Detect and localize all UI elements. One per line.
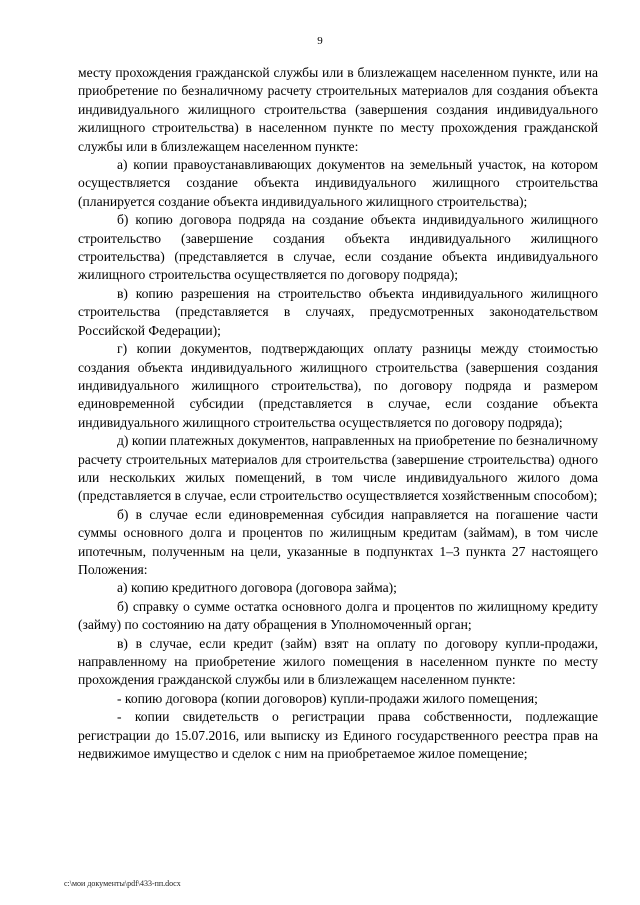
paragraph: б) в случае если единовременная субсидия направляется на погашение части суммы основного долга и процентов по жилищным кредитам (займам), в том числе ипотечным, полученным на цели, указанные в подпунктах 1–3 пункта 27 настоящего Положения: [78, 506, 598, 577]
paragraph: - копию договора (копии договоров) купли-продажи жилого помещения; [117, 690, 538, 706]
paragraph: в) в случае, если кредит (займ) взят на оплату по договору купли-продажи, направленному на приобретение жилого помещения в населенном пункте по месту прохождения гражданской службы или в близлежащем населенном пункте: [78, 635, 598, 688]
paragraph: а) копии правоустанавливающих документов на земельный участок, на котором осуществляется создание объекта индивидуального жилищного строительства (планируется создание объекта индивидуального жилищного строительства); [78, 157, 598, 209]
paragraph: б) копию договора подряда на создание объекта индивидуального жилищного строительство (завершение создания объекта индивидуального жилищного строительства) (представляется в случае, если создание объекта индивидуального жилищного строительства осуществляется по договору подряда); [78, 212, 598, 283]
document-body [78, 64, 598, 763]
page-number: 9 [317, 35, 323, 47]
paragraph: - копии свидетельств о регистрации права собственности, подлежащие регистрации до 15.07.2016, или выписку из Единого государственного реестра прав на недвижимое имущество и сделок с ним на приобретаемое жилое помещение; [78, 709, 598, 762]
paragraph: д) копии платежных документов, направленных на приобретение по безналичному расчету строительных материалов для строительства (завершение строительства) одного или нескольких жилых помещений, в том числе индивидуального жилого дома (представляется в случае, если строительство осуществляется хозяйственным способом); [78, 433, 598, 504]
paragraph: месту прохождения гражданской службы или в близлежащем населенном пункте, или на приобретение по безналичному расчету строительных материалов для создания объекта индивидуального жилищного строительства (завершения создания индивидуального жилищного строительства) в населенном пункте по месту прохождения гражданской службы или в близлежащем населенном пункте: [78, 65, 598, 154]
paragraph: а) копию кредитного договора (договора займа); [117, 580, 397, 596]
file-path-footer: c:\мои документы\pdf\433-пп.docx [64, 879, 181, 888]
paragraph: в) копию разрешения на строительство объекта индивидуального жилищного строительства (представляется в случаях, предусмотренных законодательством Российской Федерации); [78, 285, 598, 338]
paragraph: г) копии документов, подтверждающих оплату разницы между стоимостью создания объекта индивидуального жилищного строительства (завершения создания индивидуального жилищного строительства), по договору подряда и размером единовременной субсидии (представляется в случае, если создание объекта индивидуального жилищного строительства осуществляется по договору подряда); [78, 341, 598, 430]
paragraph: б) справку о сумме остатка основного долга и процентов по жилищному кредиту (займу) по состоянию на дату обращения в Уполномоченный орган; [78, 598, 598, 633]
